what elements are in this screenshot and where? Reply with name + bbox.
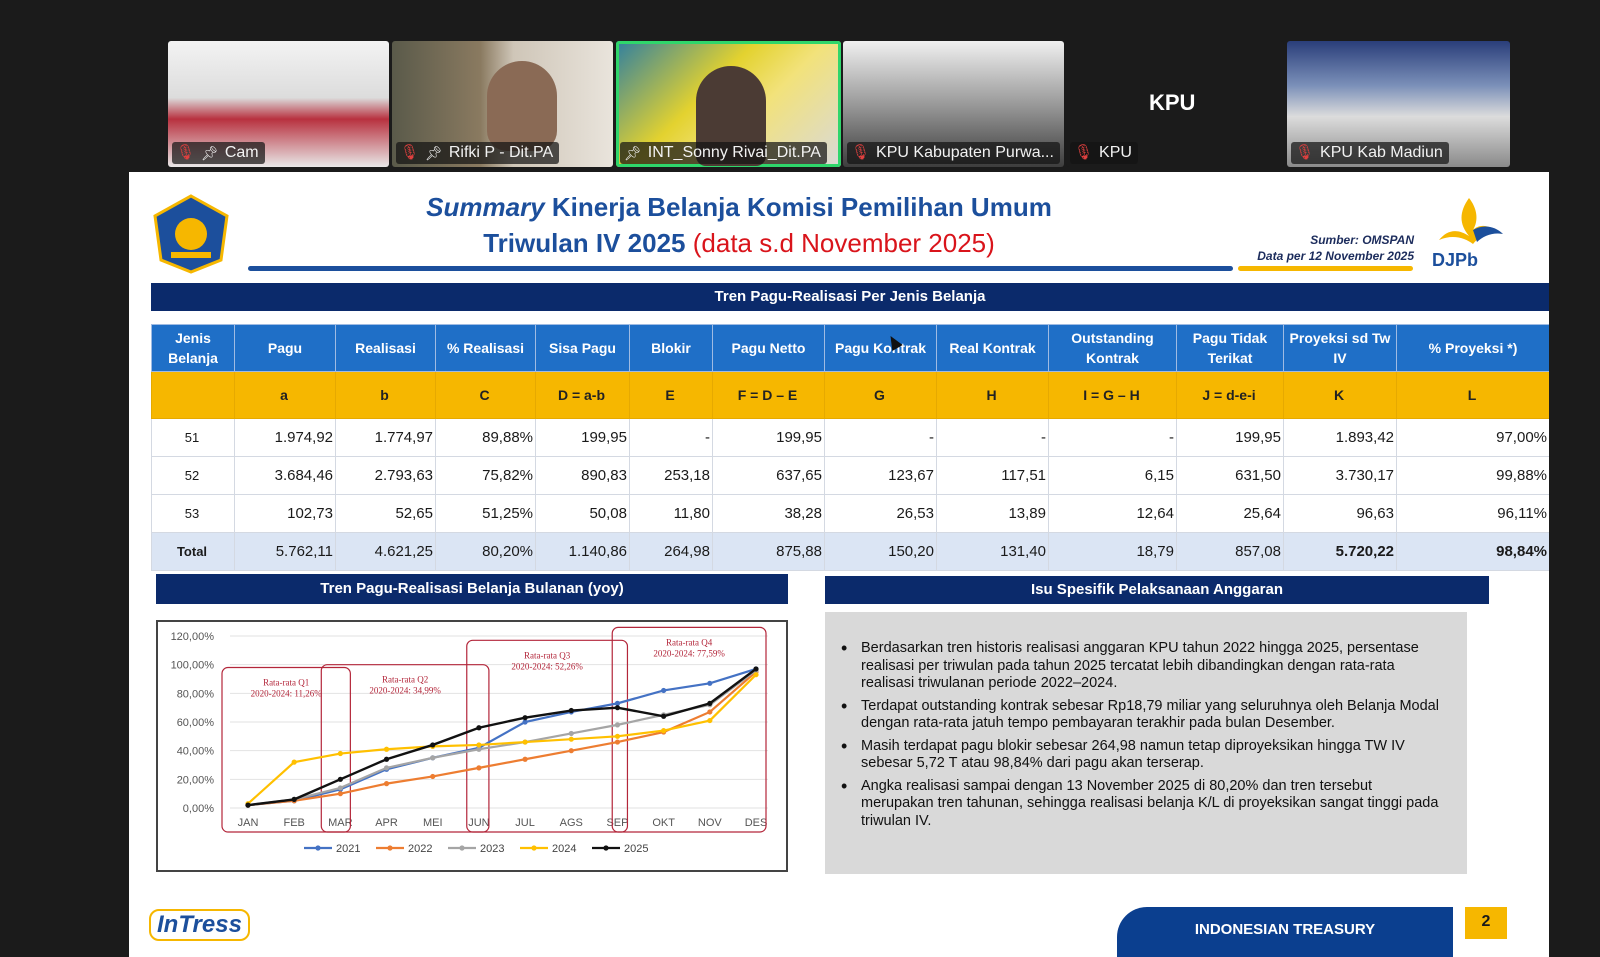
intress-logo: InTress	[149, 909, 250, 941]
participant-tile[interactable]	[392, 41, 613, 167]
x-tick-label: FEB	[283, 817, 305, 829]
y-tick-label: 20,00%	[176, 774, 214, 787]
legend-marker	[387, 845, 392, 850]
data-point-2023	[615, 722, 620, 727]
table-cell: 1.974,92	[235, 419, 336, 457]
series-line-2023	[248, 670, 756, 805]
data-point-2024	[569, 737, 574, 742]
data-point-2025	[476, 725, 481, 730]
col-header: Proyeksi sd Tw IV	[1284, 325, 1397, 372]
participant-tile[interactable]	[1066, 41, 1284, 167]
issue-item: • Berdasarkan tren historis realisasi anggaran KPU tahun 2022 hingga 2025, persentase realisasi per triwulan pada tahun 2025 tercatat lebih dibandingkan dengan rata-rata realisasi triwulanan periode 2022–2024.	[839, 640, 1447, 693]
col-header: % Realisasi	[436, 325, 536, 372]
table-cell: 51	[152, 419, 235, 457]
table-cell: C	[436, 372, 536, 419]
trend-chart-svg	[158, 622, 790, 874]
data-point-2025	[569, 708, 574, 713]
total-row	[152, 533, 1550, 571]
legend-label: 2021	[336, 843, 361, 855]
data-point-2022	[615, 739, 620, 744]
table-cell: 18,79	[1049, 533, 1177, 571]
table-cell: 264,98	[630, 533, 713, 571]
table-cell: 51,25%	[436, 495, 536, 533]
data-point-2025	[384, 757, 389, 762]
data-point-2024	[615, 734, 620, 739]
table-cell: 50,08	[536, 495, 630, 533]
table-cell: 99,88%	[1397, 457, 1550, 495]
table-cell: 53	[152, 495, 235, 533]
table-cell: 80,20%	[436, 533, 536, 571]
shared-slide	[129, 172, 1549, 957]
data-point-2025	[430, 742, 435, 747]
data-point-2022	[522, 757, 527, 762]
issue-item: • Masih terdapat pagu blokir sebesar 264,98 namun tetap diproyeksikan hingga TW IV sebesar 5,72 T atau 98,84% dari pagu akan terserap.	[839, 738, 1447, 773]
participant-display-name: KPU	[1149, 90, 1196, 115]
data-point-2021	[707, 681, 712, 686]
data-point-2024	[476, 742, 481, 747]
col-header: Outstanding Kontrak	[1049, 325, 1177, 372]
data-point-2025	[245, 803, 250, 808]
data-point-2024	[292, 760, 297, 765]
table-row	[152, 495, 1550, 533]
issue-item: • Angka realisasi sampai dengan 13 November 2025 di 80,20% dan tren tersebut merupakan tren tahunan, sehingga realisasi belanja K/L di proyeksikan sangat tinggi pada triwulan IV.	[839, 778, 1447, 831]
col-header: Pagu Netto	[713, 325, 825, 372]
table-cell: b	[336, 372, 436, 419]
table-cell: 12,64	[1049, 495, 1177, 533]
table-cell: 3.730,17	[1284, 457, 1397, 495]
footer-banner: INDONESIAN TREASURY	[1117, 907, 1453, 957]
data-point-2023	[569, 731, 574, 736]
table-cell: -	[630, 419, 713, 457]
x-tick-label: OKT	[652, 817, 675, 829]
table-cell: 131,40	[937, 533, 1049, 571]
legend-label: 2023	[480, 843, 505, 855]
table-cell: 1.140,86	[536, 533, 630, 571]
pin-icon: 📌︎	[201, 145, 219, 161]
quarter-annotation-title: Rata-rata Q4	[666, 637, 713, 648]
data-point-2025	[707, 701, 712, 706]
table-cell: E	[630, 372, 713, 419]
legend-label: 2025	[624, 843, 649, 855]
table-cell: a	[235, 372, 336, 419]
x-tick-label: DES	[744, 817, 768, 829]
col-header: Pagu Kontrak	[825, 325, 937, 372]
issue-item: • Terdapat outstanding kontrak sebesar Rp18,79 miliar yang seluruhnya oleh Belanja Modal dengan rata-rata jatuh tempo pembayaran terakhir pada bulan Desember.	[839, 698, 1447, 733]
data-point-2022	[430, 774, 435, 779]
table-cell: 3.684,46	[235, 457, 336, 495]
trend-chart	[156, 620, 788, 872]
table-cell: 890,83	[536, 457, 630, 495]
table-cell: 5.720,22	[1284, 533, 1397, 571]
table-cell: 96,63	[1284, 495, 1397, 533]
table-cell: 123,67	[825, 457, 937, 495]
data-point-2024	[707, 718, 712, 723]
x-tick-label: NOV	[697, 817, 722, 829]
legend-label: 2022	[408, 843, 433, 855]
data-point-2022	[384, 781, 389, 786]
table-cell: I = G – H	[1049, 372, 1177, 419]
participant-tile[interactable]	[168, 41, 389, 167]
table-cell: 96,11%	[1397, 495, 1550, 533]
pin-icon: 📌︎	[624, 145, 642, 161]
table-cell: 5.762,11	[235, 533, 336, 571]
col-header: Realisasi	[336, 325, 436, 372]
table-cell: 4.621,25	[336, 533, 436, 571]
y-tick-label: 40,00%	[176, 745, 214, 758]
djpb-logo-text: DJPb	[1432, 250, 1479, 270]
data-point-2023	[430, 755, 435, 760]
data-point-2023	[338, 785, 343, 790]
legend-marker	[315, 845, 320, 850]
data-point-2022	[338, 791, 343, 796]
col-header: Blokir	[630, 325, 713, 372]
data-point-2025	[522, 715, 527, 720]
data-point-2022	[569, 748, 574, 753]
issue-header: Isu Spesifik Pelaksanaan Anggaran	[825, 576, 1489, 604]
title-divider-accent	[1238, 266, 1413, 271]
participant-label: 🎙︎ KPU	[1070, 142, 1138, 164]
table-cell: L	[1397, 372, 1550, 419]
data-point-2025	[292, 797, 297, 802]
table-cell: 637,65	[713, 457, 825, 495]
slide-title: Summary Kinerja Belanja Komisi Pemilihan Umum	[426, 192, 1052, 222]
x-tick-label: JAN	[237, 817, 259, 829]
table-cell: K	[1284, 372, 1397, 419]
quarter-annotation-title: Rata-rata Q2	[381, 674, 429, 685]
series-line-2024	[248, 675, 756, 804]
quarter-annotation-value: 2020-2024: 52,26%	[511, 661, 583, 672]
table-section-header: Tren Pagu-Realisasi Per Jenis Belanja	[151, 283, 1549, 311]
data-point-2023	[384, 765, 389, 770]
mic-off-icon: 🎙︎	[1295, 144, 1315, 161]
title-divider	[248, 266, 1233, 271]
y-tick-label: 120,00%	[170, 631, 214, 643]
budget-table	[151, 324, 1549, 571]
table-cell: 2.793,63	[336, 457, 436, 495]
formula-row	[152, 372, 1550, 419]
mic-off-icon: 🎙︎	[1074, 144, 1094, 161]
table-cell: G	[825, 372, 937, 419]
table-cell: 199,95	[536, 419, 630, 457]
table-cell: 199,95	[1177, 419, 1284, 457]
table-cell: H	[937, 372, 1049, 419]
x-tick-label: APR	[375, 817, 398, 829]
participant-label: 🎙︎ 📌︎ Cam	[172, 142, 265, 164]
data-point-2024	[384, 747, 389, 752]
data-point-2025	[661, 714, 666, 719]
participant-label: 📌︎ INT_Sonny Rivai_Dit.PA	[620, 142, 827, 164]
series-line-2021	[248, 669, 756, 805]
table-cell: 52,65	[336, 495, 436, 533]
participant-strip	[0, 0, 1600, 172]
data-point-2024	[338, 751, 343, 756]
legend-marker	[531, 845, 536, 850]
series-line-2025	[248, 669, 756, 805]
data-point-2024	[661, 728, 666, 733]
data-point-2025	[338, 777, 343, 782]
x-tick-label: JUL	[515, 817, 535, 829]
y-tick-label: 100,00%	[170, 659, 214, 672]
col-header: Pagu	[235, 325, 336, 372]
col-header: Pagu Tidak Terikat	[1177, 325, 1284, 372]
table-cell: D = a-b	[536, 372, 630, 419]
table-cell: 26,53	[825, 495, 937, 533]
col-header: % Proyeksi *)	[1397, 325, 1550, 372]
data-point-2022	[476, 765, 481, 770]
table-cell: J = d-e-i	[1177, 372, 1284, 419]
kemenkeu-logo	[151, 194, 231, 274]
table-cell: -	[1049, 419, 1177, 457]
mic-off-icon: 🎙︎	[176, 144, 196, 161]
table-cell: 38,28	[713, 495, 825, 533]
x-tick-label: MEI	[422, 817, 443, 829]
chart-header: Tren Pagu-Realisasi Belanja Bulanan (yoy)	[156, 574, 788, 604]
col-header: Sisa Pagu	[536, 325, 630, 372]
table-cell: 1.774,97	[336, 419, 436, 457]
x-tick-label: AGS	[559, 817, 583, 829]
table-cell: 253,18	[630, 457, 713, 495]
data-point-2025	[753, 666, 758, 671]
page-number: 2	[1465, 907, 1507, 939]
data-point-2025	[615, 705, 620, 710]
col-header: Jenis Belanja	[152, 325, 235, 372]
participant-tile[interactable]	[1287, 41, 1510, 167]
participant-tile-active[interactable]	[616, 41, 841, 167]
data-point-2024	[753, 672, 758, 677]
table-cell: 11,80	[630, 495, 713, 533]
quarter-annotation-value: 2020-2024: 11,26%	[250, 688, 322, 699]
source-note: Sumber: OMSPAN Data per 12 November 2025	[1257, 233, 1414, 263]
table-header-row	[152, 325, 1550, 372]
quarter-annotation-value: 2020-2024: 77,59%	[653, 648, 725, 659]
table-row	[152, 457, 1550, 495]
participant-avatar	[487, 61, 557, 151]
table-cell: 75,82%	[436, 457, 536, 495]
table-cell: 97,00%	[1397, 419, 1550, 457]
x-tick-label: JUN	[468, 817, 490, 829]
slide-subtitle: Triwulan IV 2025 (data s.d November 2025)	[483, 228, 995, 258]
table-cell: 102,73	[235, 495, 336, 533]
participant-tile[interactable]	[843, 41, 1064, 167]
y-tick-label: 80,00%	[176, 688, 214, 701]
table-cell: F = D – E	[713, 372, 825, 419]
table-cell: Total	[152, 533, 235, 571]
table-cell: 117,51	[937, 457, 1049, 495]
table-cell: 25,64	[1177, 495, 1284, 533]
table-cell: 6,15	[1049, 457, 1177, 495]
table-row	[152, 419, 1550, 457]
legend-label: 2024	[552, 843, 577, 855]
data-point-2024	[522, 739, 527, 744]
table-cell: 150,20	[825, 533, 937, 571]
mic-off-icon: 🎙︎	[400, 144, 420, 161]
table-cell: 1.893,42	[1284, 419, 1397, 457]
participant-label: 🎙︎ 📌︎ Rifki P - Dit.PA	[396, 142, 559, 164]
table-cell: 199,95	[713, 419, 825, 457]
table-cell: 857,08	[1177, 533, 1284, 571]
quarter-annotation-title: Rata-rata Q1	[263, 677, 310, 688]
table-cell	[152, 372, 235, 419]
legend-marker	[603, 845, 608, 850]
quarter-annotation-title: Rata-rata Q3	[523, 650, 571, 661]
y-tick-label: 0,00%	[182, 803, 214, 815]
table-cell: 89,88%	[436, 419, 536, 457]
table-cell: -	[825, 419, 937, 457]
table-cell: 98,84%	[1397, 533, 1550, 571]
col-header: Real Kontrak	[937, 325, 1049, 372]
participant-label: 🎙︎ KPU Kab Madiun	[1291, 142, 1449, 164]
legend-marker	[459, 845, 464, 850]
data-point-2021	[661, 688, 666, 693]
table-cell: 52	[152, 457, 235, 495]
pin-icon: 📌︎	[425, 145, 443, 161]
x-tick-label: SEP	[606, 817, 629, 829]
participant-label: 🎙︎ KPU Kabupaten Purwa...	[847, 142, 1060, 164]
table-cell: 875,88	[713, 533, 825, 571]
table-cell: -	[937, 419, 1049, 457]
table-cell: 13,89	[937, 495, 1049, 533]
quarter-annotation-value: 2020-2024: 34,99%	[369, 685, 441, 696]
issue-panel	[825, 612, 1467, 874]
data-point-2022	[707, 709, 712, 714]
table-cell: 631,50	[1177, 457, 1284, 495]
mic-off-icon: 🎙︎	[851, 144, 871, 161]
x-tick-label: MAR	[328, 817, 353, 829]
y-tick-label: 60,00%	[176, 717, 214, 729]
